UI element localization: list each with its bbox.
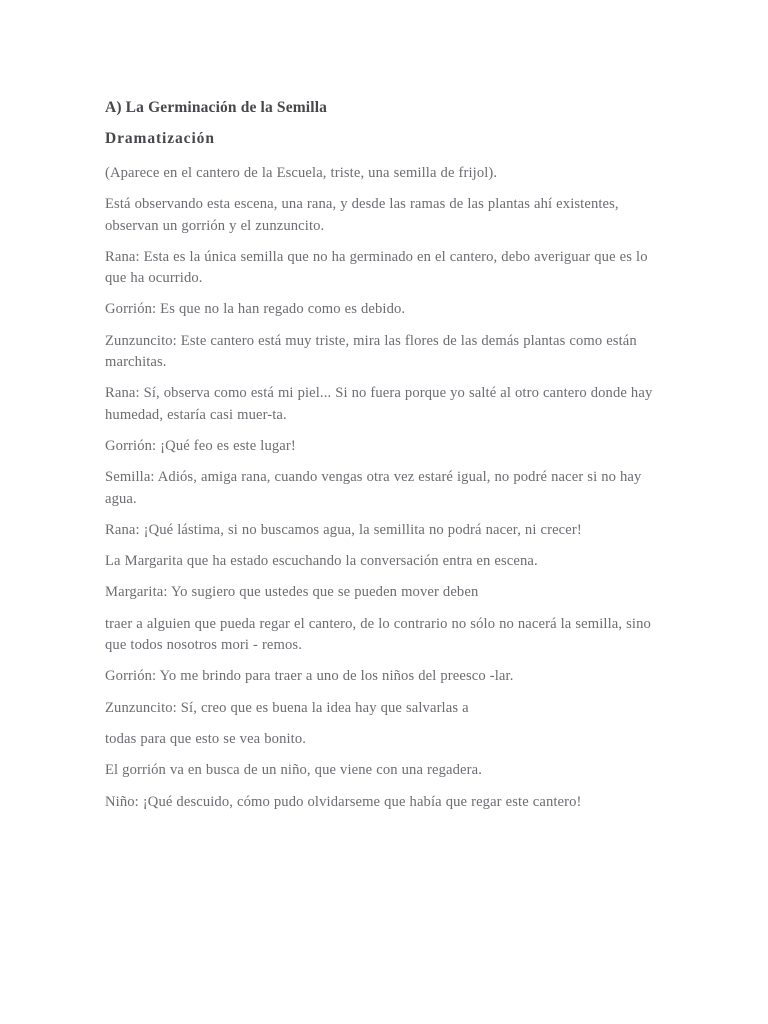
paragraph: Está observando esta escena, una rana, y desde las ramas de las plantas ahí existentes, observan un gorrión y el zunzuncito. [105,196,619,234]
paragraph: Rana: Sí, observa como está mi piel... Si no fuera porque yo salté al otro cantero donde hay humedad, estaría casi muer-ta. [105,385,653,423]
paragraph: Rana: Esta es la única semilla que no ha germinado en el cantero, debo averiguar que es lo que ha ocurrido. [105,248,648,287]
paragraph: todas para que esto se vea bonito. [105,730,307,747]
paragraph: Zunzuncito: Sí, creo que es buena la idea hay que salvarlas a [105,699,469,716]
page-title: A) La Germinación de la Semilla [105,99,328,116]
paragraph: El gorrión va en busca de un niño, que viene con una regadera. [105,762,482,779]
paragraph: Gorrión: Yo me brindo para traer a uno de los niños del preesco -lar. [105,668,514,685]
paragraph: traer a alguien que pueda regar el cantero, de lo contrario no sólo no nacerá la semilla, sino que todos nosotros mori - remos. [105,615,651,654]
paragraph-list [105,163,661,813]
paragraph: Gorrión: Es que no la han regado como es debido. [105,301,406,318]
subtitle-heading: Dramatización [105,130,215,147]
paragraph: Niño: ¡Qué descuido, cómo pudo olvidarseme que había que regar este cantero! [105,793,582,810]
paragraph: Zunzuncito: Este cantero está muy triste, mira las flores de las demás plantas como están marchitas. [105,332,637,371]
paragraph: (Aparece en el cantero de la Escuela, triste, una semilla de frijol). [105,165,498,181]
paragraph: Gorrión: ¡Qué feo es este lugar! [105,437,296,454]
paragraph: Rana: ¡Qué lástima, si no buscamos agua, la semillita no podrá nacer, ni crecer! [105,521,582,538]
paragraph: Margarita: Yo sugiero que ustedes que se pueden mover deben [105,584,479,601]
paragraph: Semilla: Adiós, amiga rana, cuando vengas otra vez estaré igual, no podré nacer si no hay agua. [105,469,642,507]
paragraph: La Margarita que ha estado escuchando la conversación entra en escena. [105,553,538,570]
document-body [105,98,661,813]
